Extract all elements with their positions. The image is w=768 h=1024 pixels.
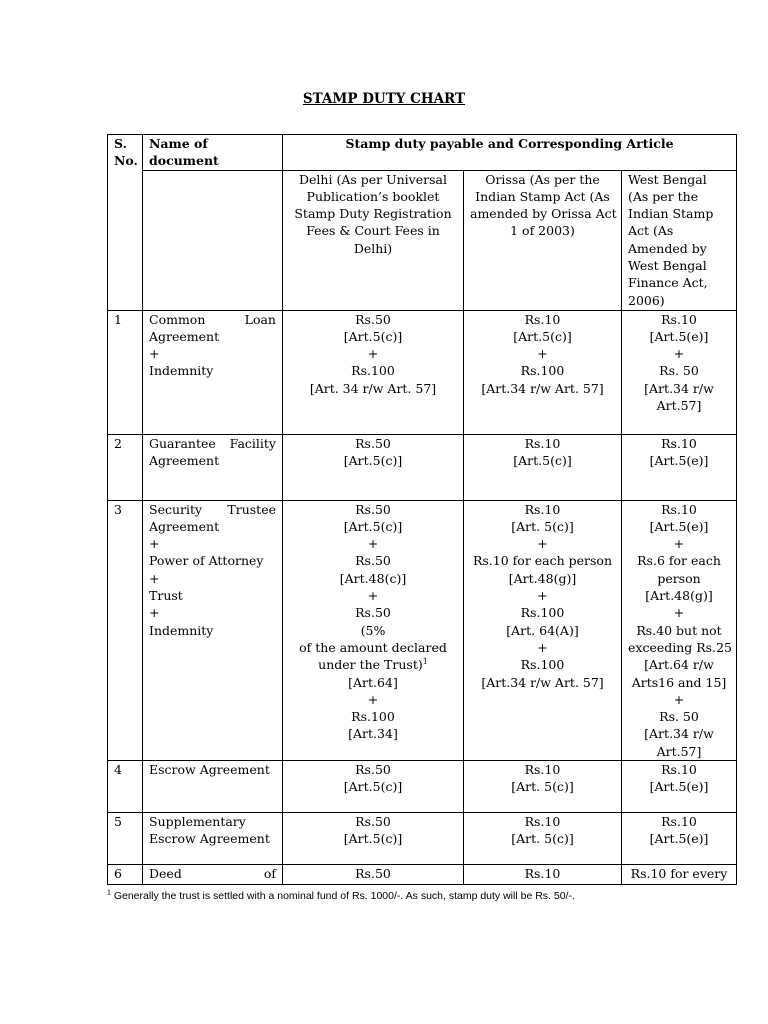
document-name — [143, 310, 283, 434]
cell-line — [628, 311, 730, 328]
cell-line — [149, 328, 276, 345]
cell-line — [470, 813, 615, 830]
cell-text: Indian Stamp — [628, 206, 714, 222]
document-name — [143, 865, 283, 885]
table-row — [108, 761, 737, 813]
delhi-duty — [283, 500, 464, 760]
cell-text: [Art. 34 r/w Art. 57] — [309, 380, 437, 396]
cell-line — [470, 587, 615, 604]
cell-line — [470, 830, 615, 847]
cell-line — [470, 656, 615, 673]
cell-line — [149, 830, 276, 847]
cell-text: + — [149, 346, 160, 362]
cell-text: [Art. 5(c)] — [511, 518, 574, 534]
cell-text: Rs.100 — [520, 657, 565, 673]
cell-text: + — [367, 691, 379, 707]
cell-text: [Art.5(c)] — [513, 328, 572, 344]
orissa-duty — [464, 813, 622, 865]
document-name — [143, 813, 283, 865]
footnote-text: Generally the trust is settled with a nominal fund of Rs. 1000/-. As such, stamp duty will be Rs. 50/-. — [113, 890, 575, 902]
cell-text: Agreement — [149, 518, 220, 534]
cell-text: Rs.50 — [355, 435, 391, 451]
cell-text: Delhi) — [353, 240, 393, 256]
word: Deed — [149, 866, 182, 882]
orissa-duty — [464, 865, 622, 885]
cell-line — [628, 622, 730, 639]
word: Common — [149, 311, 206, 327]
cell-line — [289, 604, 457, 621]
cell-text: Orissa (As per the — [485, 171, 600, 187]
table-row — [108, 434, 737, 500]
cell-text: West Bengal — [628, 258, 707, 274]
cell-text: + — [367, 536, 379, 552]
cell-line — [470, 188, 615, 205]
cell-text: [Art. 5(c)] — [511, 831, 574, 847]
delhi-duty — [283, 813, 464, 865]
cell-text: [Art.64 r/w — [644, 657, 714, 673]
cell-text: [Art.48(g)] — [508, 570, 577, 586]
cell-line — [470, 205, 615, 222]
cell-line — [149, 535, 276, 552]
table-row — [108, 813, 737, 865]
cell-line — [470, 604, 615, 621]
west-bengal-duty — [622, 761, 737, 813]
document-name — [143, 761, 283, 813]
cell-text: + — [537, 536, 548, 552]
cell-text: Agreement — [149, 452, 220, 468]
cell-text: Trust — [149, 588, 183, 604]
cell-text: [Art.5(c)] — [343, 328, 403, 344]
cell-text: Stamp Duty Registration — [294, 206, 452, 222]
cell-line — [470, 552, 615, 569]
cell-text: Act (As — [628, 223, 674, 239]
cell-line — [289, 691, 457, 708]
word: Trustee — [227, 501, 276, 517]
cell-text: Indemnity — [149, 363, 214, 379]
cell-line — [470, 778, 615, 795]
cell-line — [628, 345, 730, 362]
cell-text: Rs.10 — [661, 814, 697, 830]
cell-line — [628, 380, 730, 397]
cell-text: [Art. 64(A)] — [506, 622, 579, 638]
header-sno: S. No. — [108, 135, 143, 311]
cell-text: Rs.10 — [524, 866, 561, 882]
cell-line — [289, 865, 457, 882]
cell-line — [628, 452, 730, 469]
cell-text: [Art.5(c)] — [343, 452, 403, 468]
cell-text: 1 of 2003) — [510, 223, 575, 239]
cell-text: [Art.34 r/w Art. 57] — [481, 674, 604, 690]
row-number: 4 — [108, 761, 143, 813]
chart-title: STAMP DUTY CHART — [302, 91, 466, 107]
cell-line — [628, 535, 730, 552]
cell-line — [289, 435, 457, 452]
cell-line — [289, 778, 457, 795]
cell-line — [289, 501, 457, 518]
word: Facility — [229, 435, 276, 451]
orissa-duty — [464, 310, 622, 434]
table-row — [108, 500, 737, 760]
cell-line — [628, 257, 730, 274]
cell-line — [628, 518, 730, 535]
cell-text: person — [657, 570, 701, 586]
cell-line — [470, 639, 615, 656]
cell-text: + — [673, 536, 685, 552]
cell-line — [289, 311, 457, 328]
justified-line — [149, 501, 276, 518]
cell-line — [470, 501, 615, 518]
cell-line — [470, 345, 615, 362]
cell-text: Rs.100 — [351, 363, 395, 379]
table-body — [108, 310, 737, 884]
cell-line — [289, 552, 457, 569]
cell-line — [289, 205, 457, 222]
west-bengal-duty — [622, 434, 737, 500]
cell-text: (As per the — [628, 188, 699, 204]
cell-line — [628, 865, 730, 882]
cell-text: amended by Orissa Act — [470, 206, 617, 222]
cell-line — [628, 656, 730, 673]
cell-line — [289, 639, 457, 656]
row-number: 6 — [108, 865, 143, 885]
west-bengal-duty — [622, 865, 737, 885]
cell-line — [149, 452, 276, 469]
cell-line — [289, 830, 457, 847]
row-number: 1 — [108, 310, 143, 434]
cell-line — [470, 452, 615, 469]
cell-text: [Art. 5(c)] — [511, 779, 574, 795]
cell-line — [289, 188, 457, 205]
orissa-duty — [464, 500, 622, 760]
cell-text: [Art.64] — [348, 674, 398, 690]
cell-text: Indian Stamp Act (As — [475, 188, 610, 204]
cell-text: Finance Act, — [628, 275, 708, 291]
west-bengal-duty — [622, 813, 737, 865]
header-delhi — [283, 170, 464, 310]
cell-text: Power of Attorney — [149, 553, 264, 569]
cell-line — [628, 743, 730, 760]
header-orissa — [464, 170, 622, 310]
cell-line — [470, 570, 615, 587]
cell-line — [628, 552, 730, 569]
cell-line — [628, 397, 730, 414]
justified-line — [149, 435, 276, 452]
cell-line — [470, 865, 615, 882]
word: of — [263, 866, 276, 882]
cell-line — [628, 435, 730, 452]
cell-line — [470, 222, 615, 239]
cell-text: [Art.34 r/w — [644, 380, 714, 396]
cell-text: [Art.34 r/w Art. 57] — [481, 380, 604, 396]
cell-text: Rs.50 — [355, 762, 391, 778]
cell-text: exceeding Rs.25 — [628, 639, 732, 655]
header-row — [108, 135, 737, 171]
cell-line — [470, 435, 615, 452]
justified-line — [149, 865, 276, 882]
table-row — [108, 310, 737, 434]
west-bengal-duty — [622, 500, 737, 760]
footnote — [107, 890, 747, 902]
cell-text: Rs.10 — [524, 814, 561, 830]
cell-text: + — [367, 588, 379, 604]
cell-line — [289, 761, 457, 778]
cell-text: Rs.10 — [524, 311, 561, 327]
footnote-marker: 1 — [422, 657, 428, 667]
cell-line — [149, 570, 276, 587]
cell-line — [289, 171, 457, 188]
cell-text: Amended by — [628, 240, 707, 256]
cell-text: Rs. 50 — [659, 709, 699, 725]
cell-text: Rs.10 — [524, 762, 561, 778]
cell-text: Rs.100 — [351, 709, 395, 725]
footnote-divider — [107, 884, 277, 885]
word: Security — [149, 501, 203, 517]
cell-text: Fees & Court Fees in — [306, 223, 440, 239]
cell-line — [628, 674, 730, 691]
subheader-row — [108, 170, 737, 310]
cell-text: Rs.10 — [524, 435, 561, 451]
cell-text: + — [537, 639, 548, 655]
cell-text: Rs.40 but not — [636, 622, 722, 638]
cell-line — [289, 622, 457, 639]
cell-line — [149, 362, 276, 379]
row-number: 5 — [108, 813, 143, 865]
cell-line — [289, 708, 457, 725]
cell-line — [470, 328, 615, 345]
delhi-duty — [283, 865, 464, 885]
cell-line — [628, 725, 730, 742]
cell-text: + — [673, 691, 685, 707]
cell-text: + — [537, 588, 548, 604]
cell-text: [Art.5(c)] — [513, 452, 572, 468]
row-number: 2 — [108, 434, 143, 500]
cell-text: Rs.50 — [355, 553, 391, 569]
cell-line — [289, 674, 457, 691]
cell-line — [289, 452, 457, 469]
cell-text: Rs.50 — [355, 605, 391, 621]
cell-line — [628, 604, 730, 621]
header-stamp-duty-payable: Stamp duty payable and Corresponding Article — [283, 135, 737, 171]
cell-text: + — [367, 346, 379, 362]
cell-line — [470, 535, 615, 552]
table-row — [108, 865, 737, 885]
cell-line — [289, 518, 457, 535]
cell-text: [Art.5(e)] — [649, 779, 709, 795]
cell-line — [470, 362, 615, 379]
cell-line — [628, 778, 730, 795]
cell-text: + — [673, 346, 685, 362]
cell-text: Rs.50 — [355, 866, 391, 882]
cell-text: (5% — [360, 622, 386, 638]
cell-text: Escrow Agreement — [149, 762, 270, 778]
orissa-duty — [464, 761, 622, 813]
cell-line — [628, 240, 730, 257]
cell-line — [628, 830, 730, 847]
cell-line — [628, 501, 730, 518]
cell-text: [Art.48(c)] — [339, 570, 407, 586]
delhi-duty — [283, 761, 464, 813]
cell-text: 2006) — [628, 292, 665, 308]
cell-text: Supplementary — [149, 814, 246, 830]
cell-line — [628, 813, 730, 830]
subheader-blank — [143, 170, 283, 310]
cell-text: of the amount declared — [299, 639, 447, 655]
cell-line — [628, 292, 730, 309]
footnote-ref: 1 — [107, 889, 111, 897]
cell-line — [628, 708, 730, 725]
cell-line — [470, 380, 615, 397]
cell-line — [289, 587, 457, 604]
cell-text: + — [537, 346, 548, 362]
cell-line — [470, 674, 615, 691]
document-name — [143, 434, 283, 500]
cell-line — [470, 518, 615, 535]
cell-text: Rs. 50 — [659, 363, 699, 379]
document-name — [143, 500, 283, 760]
cell-line — [628, 587, 730, 604]
cell-line — [149, 587, 276, 604]
cell-text: Arts16 and 15] — [631, 674, 727, 690]
header-west-bengal — [622, 170, 737, 310]
cell-line — [628, 362, 730, 379]
cell-text: Publication’s booklet — [306, 188, 440, 204]
cell-line — [149, 518, 276, 535]
cell-text: [Art.5(e)] — [649, 831, 709, 847]
cell-text: Rs.10 — [661, 501, 697, 517]
cell-line — [628, 761, 730, 778]
cell-text: Rs.10 — [661, 311, 697, 327]
cell-text: Art.57] — [656, 398, 702, 414]
cell-line — [628, 570, 730, 587]
cell-text: [Art.5(c)] — [343, 518, 403, 534]
cell-line — [149, 761, 276, 778]
cell-line — [289, 535, 457, 552]
cell-text: Rs.10 — [524, 501, 561, 517]
cell-line — [470, 761, 615, 778]
cell-text: Rs.50 — [355, 814, 391, 830]
cell-line — [289, 570, 457, 587]
cell-line — [470, 311, 615, 328]
cell-text: Rs.100 — [520, 605, 565, 621]
cell-text: [Art.34] — [348, 726, 398, 742]
word: Loan — [244, 311, 276, 327]
justified-line — [149, 311, 276, 328]
cell-line — [149, 345, 276, 362]
cell-line — [289, 380, 457, 397]
cell-line — [289, 240, 457, 257]
cell-line — [289, 656, 457, 673]
cell-text: Rs.50 — [355, 311, 391, 327]
stamp-duty-table — [107, 134, 737, 885]
header-name-of-document: Name of document — [143, 135, 283, 171]
cell-text: + — [149, 536, 160, 552]
cell-line — [289, 362, 457, 379]
cell-text: + — [149, 605, 160, 621]
cell-text: Rs.10 — [661, 435, 697, 451]
cell-text: Rs.10 — [661, 762, 697, 778]
cell-line — [289, 345, 457, 362]
cell-text: [Art.5(e)] — [649, 452, 709, 468]
cell-line — [628, 691, 730, 708]
cell-line — [289, 725, 457, 742]
cell-line — [149, 552, 276, 569]
cell-text: Rs.100 — [520, 363, 565, 379]
cell-text: [Art.5(e)] — [649, 518, 709, 534]
delhi-duty — [283, 434, 464, 500]
word: Guarantee — [149, 435, 216, 451]
cell-text: Indemnity — [149, 622, 214, 638]
cell-line — [149, 813, 276, 830]
cell-line — [149, 604, 276, 621]
cell-line — [628, 328, 730, 345]
cell-text: Escrow Agreement — [149, 831, 270, 847]
cell-text: Rs.6 for each — [637, 553, 721, 569]
cell-line — [628, 274, 730, 291]
cell-text: [Art.5(c)] — [343, 779, 403, 795]
cell-line — [289, 222, 457, 239]
cell-text: [Art.34 r/w — [644, 726, 714, 742]
cell-text: Rs.10 for every — [630, 866, 728, 882]
cell-text: [Art.48(g)] — [645, 588, 713, 604]
cell-text: + — [149, 570, 160, 586]
cell-line — [470, 622, 615, 639]
delhi-duty — [283, 310, 464, 434]
cell-text: Rs.10 for each person — [472, 553, 613, 569]
cell-line — [470, 171, 615, 188]
cell-text: West Bengal — [628, 171, 707, 187]
cell-line — [628, 222, 730, 239]
cell-line — [628, 188, 730, 205]
cell-line — [628, 205, 730, 222]
cell-text: Agreement — [149, 328, 220, 344]
cell-text: [Art.5(e)] — [649, 328, 709, 344]
cell-line — [628, 639, 730, 656]
west-bengal-duty — [622, 310, 737, 434]
cell-text: Rs.50 — [355, 501, 391, 517]
cell-line — [289, 813, 457, 830]
cell-text: under the Trust) — [318, 657, 423, 673]
cell-line — [289, 328, 457, 345]
row-number: 3 — [108, 500, 143, 760]
cell-text: [Art.5(c)] — [343, 831, 403, 847]
cell-text: Art.57] — [656, 743, 702, 759]
cell-line — [628, 171, 730, 188]
cell-text: + — [673, 605, 685, 621]
orissa-duty — [464, 434, 622, 500]
cell-line — [149, 622, 276, 639]
cell-text: Delhi (As per Universal — [299, 171, 447, 187]
